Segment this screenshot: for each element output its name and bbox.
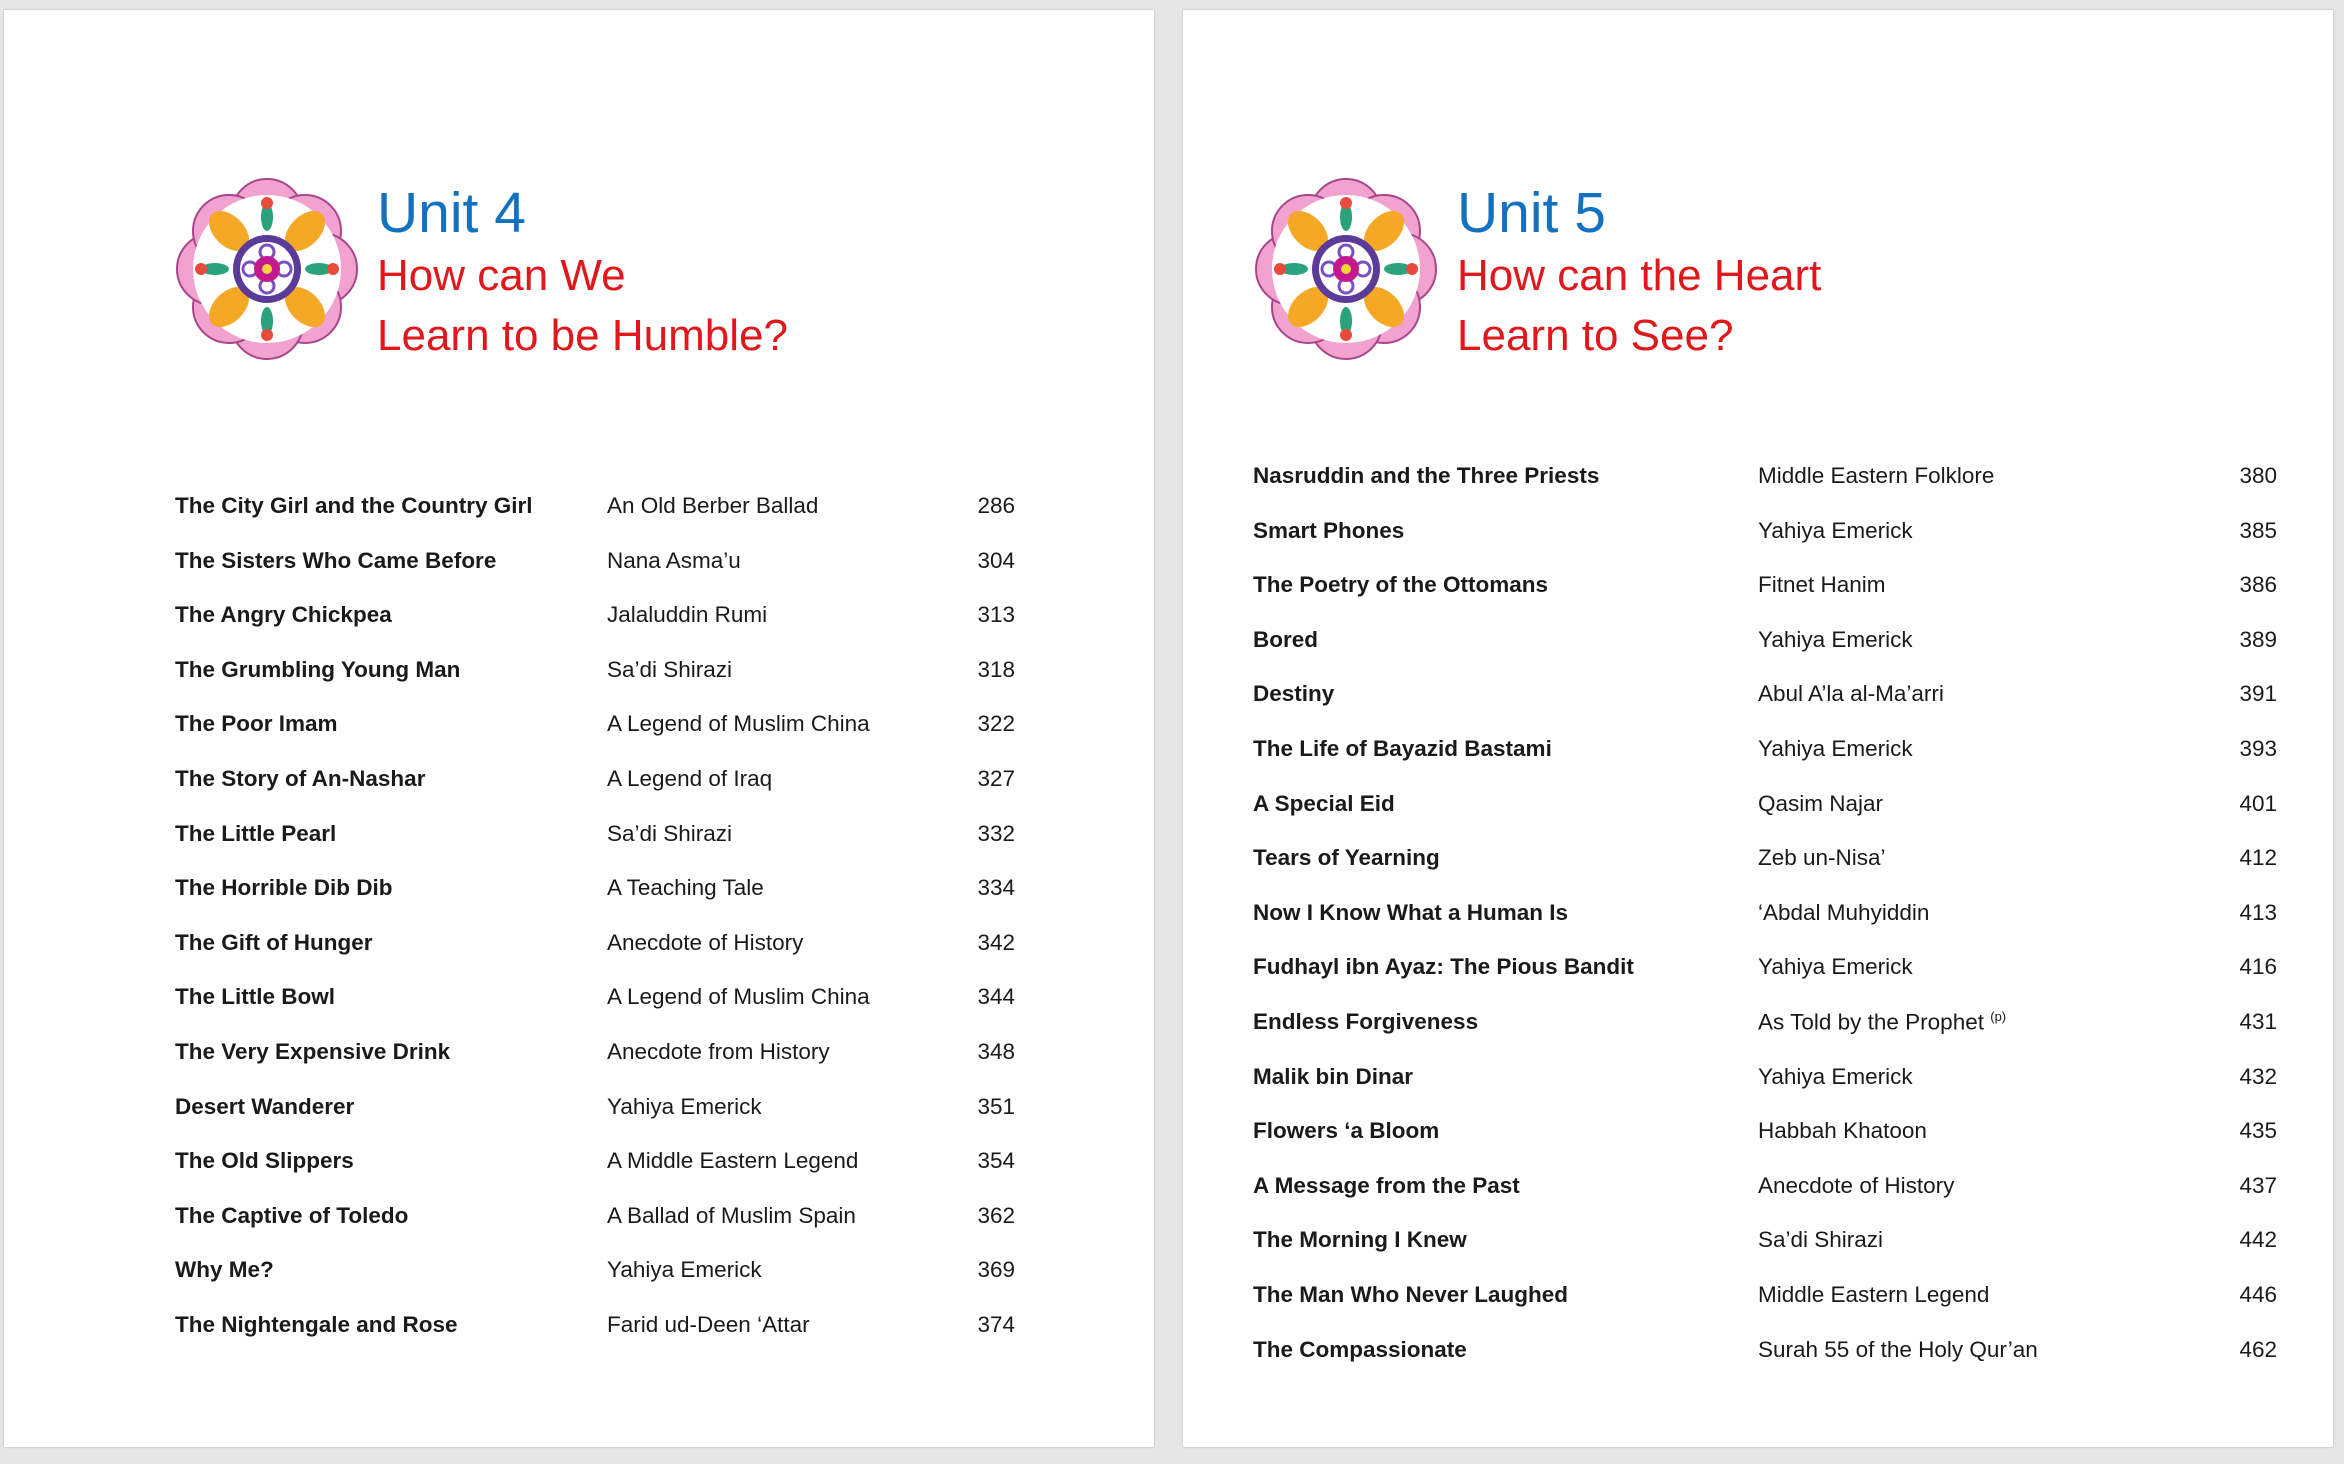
entry-title: Flowers ‘a Bloom <box>1253 1118 1440 1144</box>
entry-page-number: 386 <box>2239 572 2277 598</box>
toc-entry <box>1253 559 2344 614</box>
entry-author <box>607 766 772 792</box>
unit-question-line-1: How can We <box>377 251 626 300</box>
entry-page-number: 348 <box>977 1038 1015 1064</box>
toc-entry <box>1253 1214 2344 1269</box>
entry-page-number: 446 <box>2239 1281 2277 1307</box>
toc-entry <box>175 589 1015 644</box>
entry-author <box>607 1257 762 1283</box>
entry-author <box>1758 463 1994 489</box>
toc-entry <box>1253 614 2344 669</box>
unit-heading <box>377 180 788 366</box>
entry-author-text: A Legend of Muslim China <box>607 711 870 737</box>
entry-page-number: 435 <box>2239 1118 2277 1144</box>
table-of-contents <box>1253 450 2344 1378</box>
entry-author-text: Nana Asma’u <box>607 547 741 573</box>
entry-author-text: Abul A’la al-Ma’arri <box>1758 681 1944 707</box>
toc-entry <box>1253 723 2344 778</box>
entry-author-text: As Told by the Prophet <box>1758 1009 1984 1035</box>
entry-author-text: Anecdote of History <box>607 929 804 955</box>
document-page-left <box>4 10 1154 1447</box>
entry-author-text: Sa’di Shirazi <box>1758 1227 1884 1253</box>
entry-author <box>1758 900 1929 926</box>
toc-entry <box>175 1026 1015 1081</box>
document-page-right <box>1183 10 2333 1447</box>
entry-author <box>1758 1064 1913 1090</box>
toc-entry <box>1253 1160 2344 1215</box>
entry-author <box>607 711 870 737</box>
entry-title: A Message from the Past <box>1253 1172 1520 1198</box>
entry-page-number: 322 <box>977 711 1015 737</box>
entry-title: Malik bin Dinar <box>1253 1063 1414 1089</box>
entry-author-text: Jalaluddin Rumi <box>607 602 768 628</box>
entry-author-text: Middle Eastern Legend <box>1758 1281 1990 1307</box>
entry-page-number: 391 <box>2239 681 2277 707</box>
entry-author <box>1758 681 1944 707</box>
entry-author-superscript: (p) <box>1990 1008 2007 1024</box>
entry-page-number: 412 <box>2239 845 2277 871</box>
entry-author-text: Surah 55 of the Holy Qur’an <box>1758 1336 2038 1362</box>
toc-entry <box>175 1244 1015 1299</box>
entry-title: The Story of An-Nashar <box>175 765 426 791</box>
entry-author <box>1758 627 1913 653</box>
entry-title: Tears of Yearning <box>1253 845 1440 871</box>
entry-title: Now I Know What a Human Is <box>1253 899 1569 925</box>
toc-entry <box>1253 941 2344 996</box>
entry-author <box>607 1312 810 1338</box>
toc-entry <box>1253 778 2344 833</box>
entry-author <box>607 875 764 901</box>
entry-title: Smart Phones <box>1253 517 1405 543</box>
entry-author-text: Yahiya Emerick <box>1758 1063 1913 1089</box>
toc-entry <box>1253 996 2344 1051</box>
toc-entry <box>1253 450 2344 505</box>
toc-entry <box>175 1135 1015 1190</box>
entry-title: The Angry Chickpea <box>175 602 392 628</box>
entry-page-number: 334 <box>977 875 1015 901</box>
entry-author-text: A Middle Eastern Legend <box>607 1148 859 1174</box>
mandala-emblem-icon <box>1253 176 1439 362</box>
entry-author <box>607 930 803 956</box>
entry-author-text: A Teaching Tale <box>607 875 764 901</box>
entry-author <box>1758 791 1883 817</box>
entry-title: The Very Expensive Drink <box>175 1038 451 1064</box>
entry-author <box>1758 1173 1954 1199</box>
entry-author <box>1758 1227 1883 1253</box>
entry-page-number: 432 <box>2239 1063 2277 1089</box>
entry-page-number: 393 <box>2239 735 2277 761</box>
toc-entry <box>1253 887 2344 942</box>
entry-author-text: A Legend of Muslim China <box>607 984 870 1010</box>
entry-author-text: Yahiya Emerick <box>1758 517 1913 543</box>
entry-author-text: Yahiya Emerick <box>1758 954 1913 980</box>
entry-title: The Old Slippers <box>175 1148 354 1174</box>
entry-title: Fudhayl ibn Ayaz: The Pious Bandit <box>1253 954 1634 980</box>
entry-page-number: 416 <box>2239 954 2277 980</box>
entry-title: The Sisters Who Came Before <box>175 547 497 573</box>
toc-entry <box>175 644 1015 699</box>
mandala-emblem-icon <box>174 176 360 362</box>
entry-author-text: Yahiya Emerick <box>607 1093 762 1119</box>
entry-page-number: 385 <box>2239 517 2277 543</box>
entry-title: The Poor Imam <box>175 711 338 737</box>
toc-entry <box>175 753 1015 808</box>
entry-title: The Morning I Knew <box>1253 1227 1467 1253</box>
entry-page-number: 369 <box>977 1257 1015 1283</box>
entry-title: A Special Eid <box>1253 790 1395 816</box>
entry-title: The Gift of Hunger <box>175 929 373 955</box>
entry-title: The Compassionate <box>1253 1336 1467 1362</box>
entry-author <box>607 657 732 683</box>
unit-question-line-1: How can the Heart <box>1457 251 1822 300</box>
entry-page-number: 442 <box>2239 1227 2277 1253</box>
entry-page-number: 304 <box>977 547 1015 573</box>
entry-author-text: Habbah Khatoon <box>1758 1118 1927 1144</box>
entry-author <box>607 984 870 1010</box>
entry-page-number: 318 <box>977 656 1015 682</box>
entry-author <box>607 1094 762 1120</box>
entry-title: The Captive of Toledo <box>175 1202 409 1228</box>
entry-author-text: A Legend of Iraq <box>607 765 773 791</box>
entry-title: The Man Who Never Laughed <box>1253 1281 1569 1307</box>
entry-page-number: 413 <box>2239 899 2277 925</box>
toc-entry <box>1253 1051 2344 1106</box>
entry-author-text: Anecdote from History <box>607 1038 830 1064</box>
entry-author <box>607 548 741 574</box>
entry-author <box>1758 518 1913 544</box>
entry-title: Why Me? <box>175 1257 274 1283</box>
toc-entry <box>175 698 1015 753</box>
entry-author-text: Sa’di Shirazi <box>607 820 733 846</box>
entry-author <box>607 1039 830 1065</box>
entry-page-number: 344 <box>977 984 1015 1010</box>
entry-title: Desert Wanderer <box>175 1093 355 1119</box>
entry-author <box>607 1203 856 1229</box>
entry-title: Destiny <box>1253 681 1335 707</box>
entry-author-text: Sa’di Shirazi <box>607 656 733 682</box>
entry-title: The Grumbling Young Man <box>175 656 461 682</box>
entry-page-number: 327 <box>977 765 1015 791</box>
entry-author <box>1758 1009 2006 1036</box>
entry-title: Nasruddin and the Three Priests <box>1253 463 1600 488</box>
entry-page-number: 462 <box>2239 1336 2277 1362</box>
entry-author <box>1758 572 1886 598</box>
entry-page-number: 389 <box>2239 626 2277 652</box>
entry-author <box>1758 1282 1989 1308</box>
toc-entry <box>1253 505 2344 560</box>
toc-entry <box>175 1190 1015 1245</box>
unit-number: Unit 5 <box>1457 181 1606 245</box>
entry-author-text: Yahiya Emerick <box>607 1257 762 1283</box>
entry-title: The Poetry of the Ottomans <box>1253 572 1549 598</box>
unit-question-line-2: Learn to be Humble? <box>377 311 788 360</box>
entry-author-text: Farid ud-Deen ‘Attar <box>607 1311 810 1337</box>
entry-title: Endless Forgiveness <box>1253 1008 1479 1034</box>
entry-page-number: 437 <box>2239 1172 2277 1198</box>
entry-title: The City Girl and the Country Girl <box>175 493 533 518</box>
entry-author <box>1758 954 1913 980</box>
entry-title: The Little Pearl <box>175 820 337 846</box>
entry-page-number: 362 <box>977 1202 1015 1228</box>
entry-page-number: 401 <box>2239 790 2277 816</box>
entry-author <box>607 1148 858 1174</box>
entry-author-text: Yahiya Emerick <box>1758 626 1913 652</box>
entry-page-number: 380 <box>2239 463 2277 488</box>
entry-title: The Horrible Dib Dib <box>175 875 393 901</box>
entry-author-text: Anecdote of History <box>1758 1172 1955 1198</box>
entry-author-text: ‘Abdal Muhyiddin <box>1758 899 1930 925</box>
entry-page-number: 332 <box>977 820 1015 846</box>
entry-author <box>607 602 767 628</box>
toc-entry <box>1253 832 2344 887</box>
entry-author <box>607 821 732 847</box>
entry-page-number: 354 <box>977 1148 1015 1174</box>
unit-number: Unit 4 <box>377 181 526 245</box>
entry-title: The Life of Bayazid Bastami <box>1253 735 1552 761</box>
toc-entry <box>175 808 1015 863</box>
entry-author-text: An Old Berber Ballad <box>607 493 819 518</box>
entry-page-number: 286 <box>977 493 1015 518</box>
entry-page-number: 342 <box>977 929 1015 955</box>
entry-author-text: A Ballad of Muslim Spain <box>607 1202 856 1228</box>
toc-entry <box>175 535 1015 590</box>
entry-author <box>1758 1337 2038 1363</box>
entry-title: The Nightengale and Rose <box>175 1311 458 1337</box>
entry-author-text: Fitnet Hanim <box>1758 572 1886 598</box>
entry-page-number: 374 <box>977 1311 1015 1337</box>
unit-heading <box>1457 180 1821 366</box>
entry-author <box>1758 1118 1927 1144</box>
unit-question-line-2: Learn to See? <box>1457 311 1734 360</box>
entry-author-text: Zeb un-Nisa’ <box>1758 845 1886 871</box>
entry-author <box>1758 845 1886 871</box>
toc-entry <box>1253 1324 2344 1379</box>
entry-author-text: Middle Eastern Folklore <box>1758 463 1995 488</box>
entry-author-text: Yahiya Emerick <box>1758 735 1913 761</box>
entry-page-number: 313 <box>977 602 1015 628</box>
toc-entry <box>175 862 1015 917</box>
toc-entry <box>175 480 1015 535</box>
toc-entry <box>1253 1269 2344 1324</box>
toc-entry <box>175 1299 1015 1354</box>
entry-page-number: 351 <box>977 1093 1015 1119</box>
entry-author-text: Qasim Najar <box>1758 790 1884 816</box>
toc-entry <box>175 971 1015 1026</box>
entry-author <box>1758 736 1913 762</box>
entry-title: The Little Bowl <box>175 984 335 1010</box>
toc-entry <box>1253 668 2344 723</box>
toc-entry <box>175 917 1015 972</box>
entry-page-number: 431 <box>2239 1008 2277 1034</box>
toc-entry <box>1253 1105 2344 1160</box>
entry-author <box>607 493 818 519</box>
toc-entry <box>175 1081 1015 1136</box>
table-of-contents <box>175 480 1015 1354</box>
entry-title: Bored <box>1253 626 1319 652</box>
